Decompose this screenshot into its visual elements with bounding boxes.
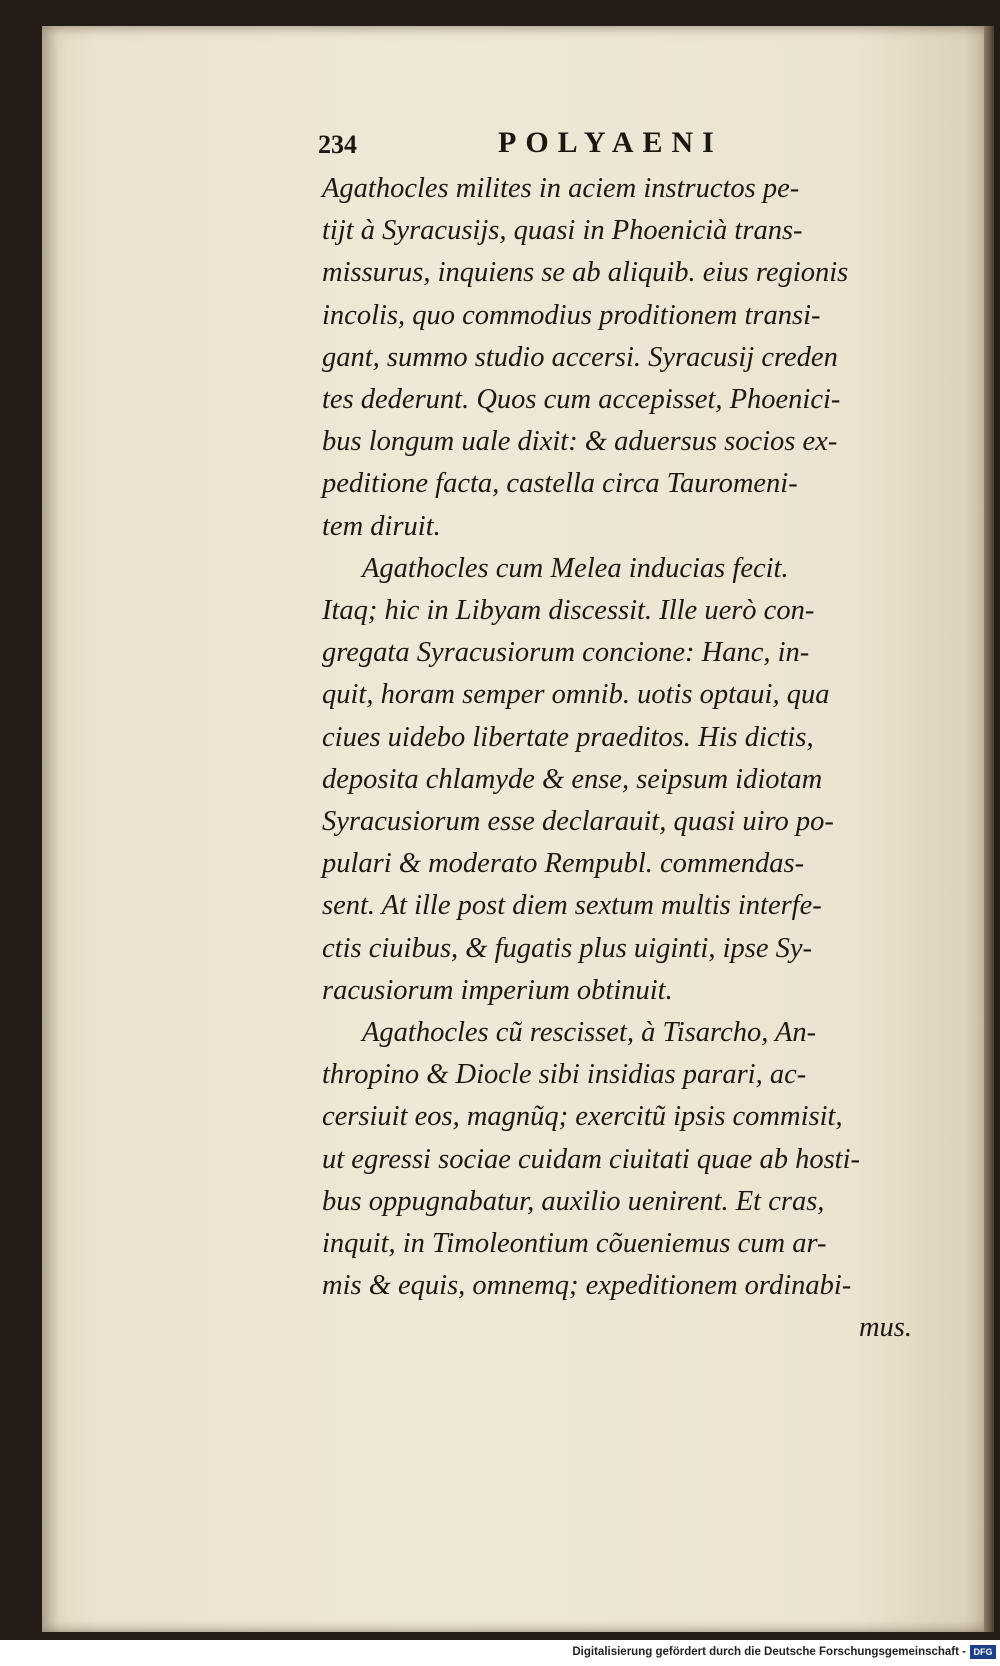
paragraph [322,1012,912,1350]
text-line: thropino & Diocle sibi insidias parari, ac- [322,1059,807,1091]
page-number: 234 [318,130,357,159]
text-line: racusiorum imperium obtinuit. [322,974,673,1006]
text-line: gant, summo studio accersi. Syracusij creden [322,341,838,373]
text-line: Agathocles milites in aciem instructos pe- [322,173,800,204]
footer-bar [0,1640,1000,1666]
page-edge [984,26,994,1632]
text-line: mis & equis, omnemq; expeditionem ordinabi- [322,1270,852,1302]
text-line: Itaq; hic in Libyam discessit. Ille uerò con- [322,595,815,627]
text-line: pulari & moderato Rempubl. commendas- [322,848,805,880]
text-line: tijt à Syracusijs, quasi in Phoenicià trans- [322,215,803,247]
text-line: missurus, inquiens se ab aliquib. eius regionis [322,257,849,289]
text-line: Syracusiorum esse declarauit, quasi uiro po- [322,806,834,838]
text-line: ciues uidebo libertate praeditos. His dictis, [322,721,814,753]
text-line: bus oppugnabatur, auxilio uenirent. Et cras, [322,1185,825,1217]
paragraph [322,168,912,548]
text-line: quit, horam semper omnib. uotis optaui, qua [322,679,830,711]
text-line: Agathocles cũ rescisset, à Tisarcho, An- [362,1017,817,1049]
text-line: cersiuit eos, magnũq; exercitũ ipsis commisit, [322,1101,843,1133]
text-line: sent. At ille post diem sextum multis interfe- [322,890,822,922]
text-line: mus. [858,1312,912,1344]
paragraph [322,548,912,1012]
funding-credit: Digitalisierung gefördert durch die Deutsche Forschungsgemeinschaft - [572,1646,966,1658]
text-line: deposita chlamyde & ense, seipsum idiotam [322,763,823,795]
text-body [322,168,912,1350]
text-line: peditione facta, castella circa Tauromeni- [322,468,798,500]
text-line: Agathocles cum Melea inducias fecit. [362,552,789,584]
dfg-logo-icon: DFG [970,1645,996,1659]
text-line: tem diruit. [322,510,441,542]
text-line: ctis ciuibus, & fugatis plus uiginti, ipse Sy- [322,932,813,964]
running-head: POLYAENI [498,126,723,159]
text-line: gregata Syracusiorum concione: Hanc, in- [322,637,810,669]
page-header [318,126,918,170]
text-line: incolis, quo commodius proditionem transi- [322,299,821,331]
text-line: tes dederunt. Quos cum accepisset, Phoenici- [322,384,841,416]
text-line: ut egressi sociae cuidam ciuitati quae ab hosti- [322,1143,860,1175]
text-line: bus longum uale dixit: & aduersus socios ex- [322,426,838,458]
text-line: inquit, in Timoleontium cõueniemus cum ar- [322,1228,827,1260]
